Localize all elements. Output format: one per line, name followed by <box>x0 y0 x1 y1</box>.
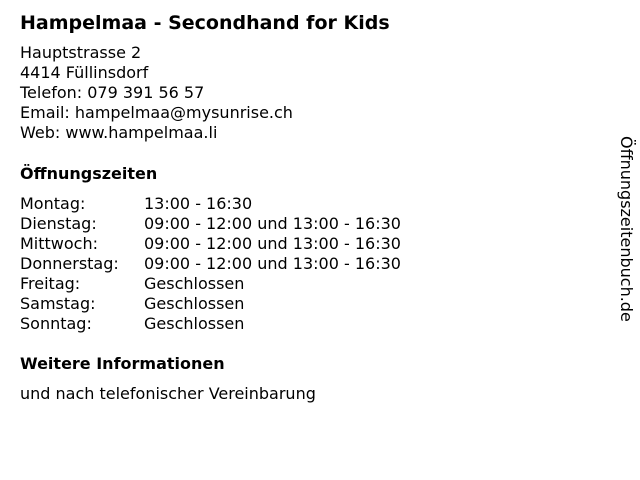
watermark-text: Öffnungszeitenbuch.de <box>617 136 636 322</box>
opening-hours-heading: Öffnungszeiten <box>20 164 158 183</box>
time-value: 09:00 - 12:00 und 13:00 - 16:30 <box>144 214 401 233</box>
hours-row-friday <box>20 274 401 294</box>
time-value: 13:00 - 16:30 <box>144 194 253 213</box>
hours-row-thursday <box>20 254 401 274</box>
hours-row-saturday <box>20 294 401 314</box>
more-info-heading: Weitere Informationen <box>20 354 225 373</box>
day-label: Samstag: <box>20 294 96 313</box>
street: Hauptstrasse 2 <box>20 43 142 62</box>
day-label: Donnerstag: <box>20 254 119 273</box>
time-value: Geschlossen <box>144 314 245 333</box>
website: Web: www.hampelmaa.li <box>20 123 218 142</box>
business-name: Hampelmaa - Secondhand for Kids <box>20 12 390 34</box>
hours-row-tuesday <box>20 214 401 234</box>
city: 4414 Füllinsdorf <box>20 63 149 82</box>
day-label: Dienstag: <box>20 214 97 233</box>
address-block <box>20 43 293 143</box>
opening-hours-table <box>20 194 401 334</box>
day-label: Sonntag: <box>20 314 92 333</box>
hours-row-wednesday <box>20 234 401 254</box>
email: Email: hampelmaa@mysunrise.ch <box>20 103 293 122</box>
day-label: Mittwoch: <box>20 234 98 253</box>
hours-row-sunday <box>20 314 401 334</box>
time-value: Geschlossen <box>144 274 245 293</box>
day-label: Montag: <box>20 194 86 213</box>
day-label: Freitag: <box>20 274 81 293</box>
more-info-text: und nach telefonischer Vereinbarung <box>20 384 316 403</box>
time-value: 09:00 - 12:00 und 13:00 - 16:30 <box>144 254 401 273</box>
hours-row-monday <box>20 194 401 214</box>
phone: Telefon: 079 391 56 57 <box>20 83 205 102</box>
time-value: Geschlossen <box>144 294 245 313</box>
watermark <box>612 136 640 366</box>
time-value: 09:00 - 12:00 und 13:00 - 16:30 <box>144 234 401 253</box>
